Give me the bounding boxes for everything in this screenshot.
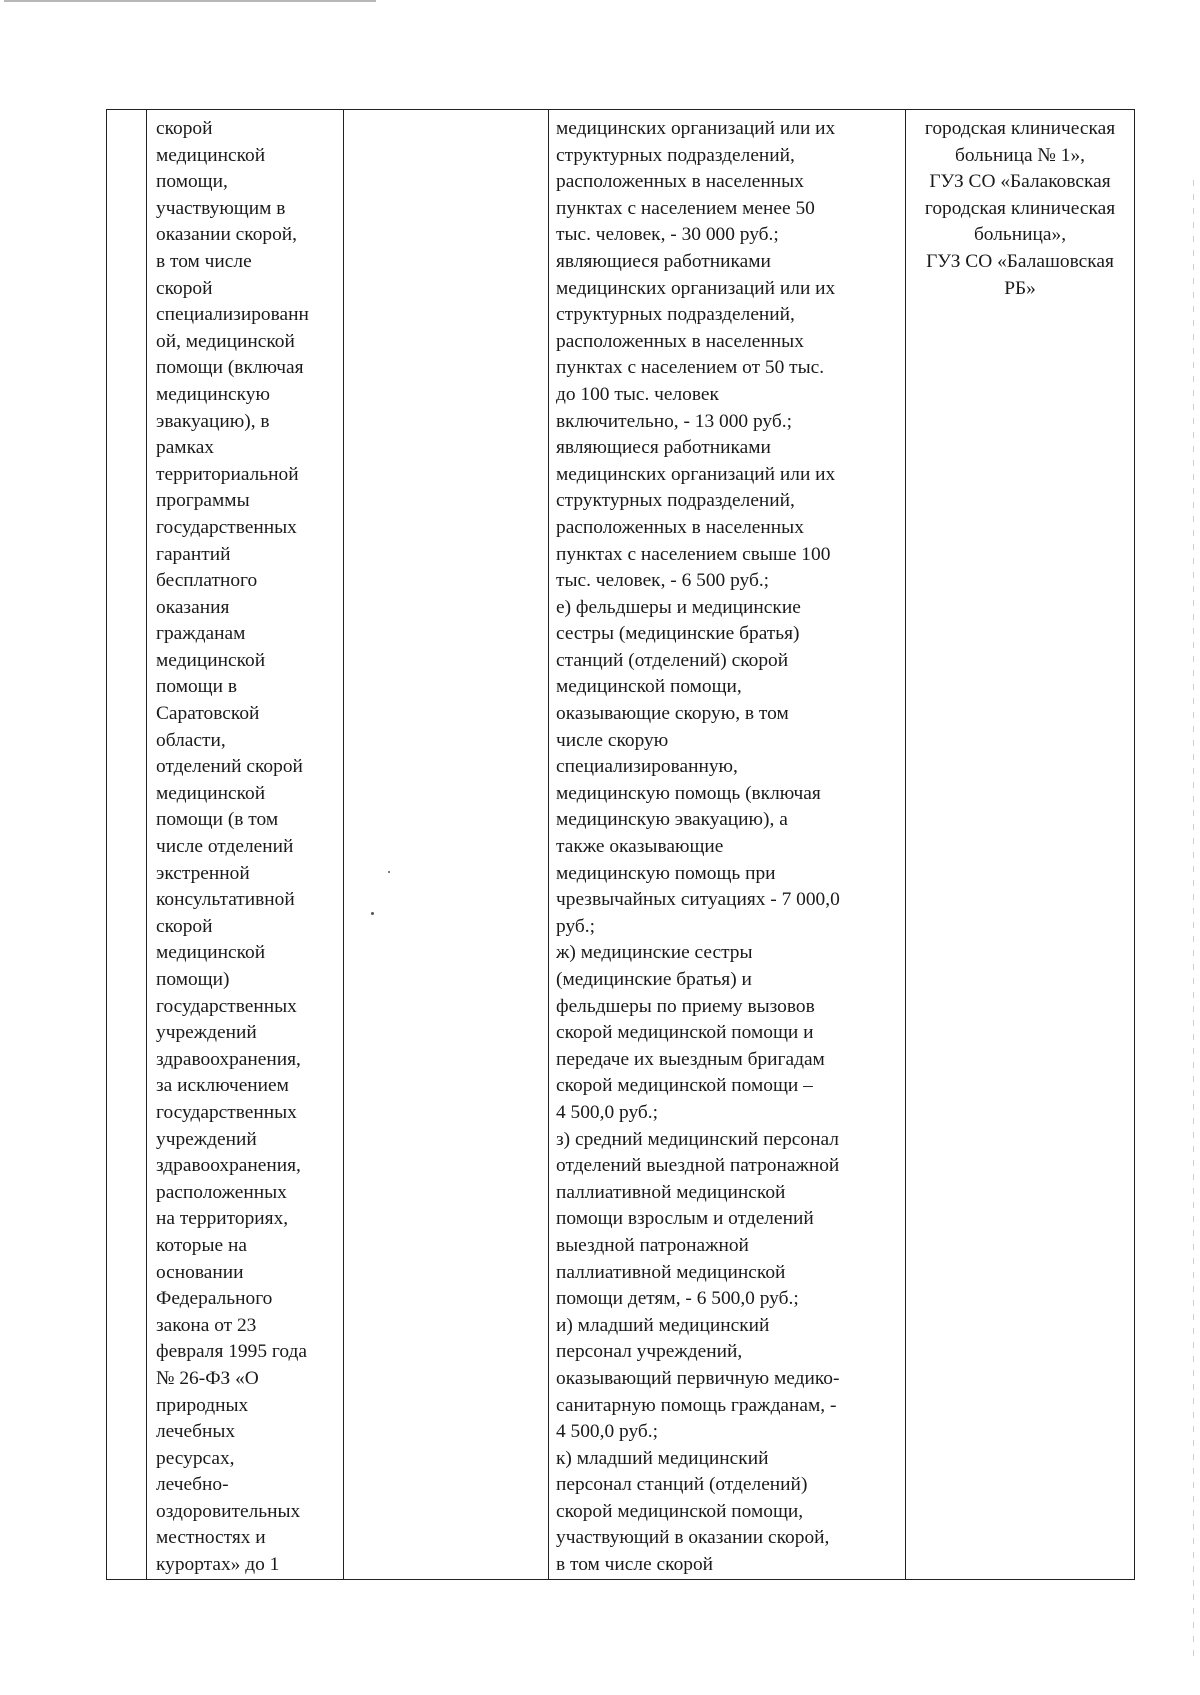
- organizations-cell: [906, 110, 1135, 1580]
- payments-table: [106, 109, 1135, 1580]
- payments-cell: [549, 110, 906, 1580]
- organizations-text: городская клиническая больница № 1», ГУЗ СО «Балаковская городская клиническая больница», ГУЗ СО «Балашовская РБ»: [924, 118, 1116, 299]
- row-number-cell: [107, 110, 147, 1580]
- scan-edge-mark-right: [1193, 180, 1194, 1660]
- scan-speck: [371, 912, 374, 915]
- payments-text: медицинских организаций или их структурных подразделений, расположенных в населенных пунктах с населением менее 50 тыс. человек, - 30 000 руб.; являющиеся работниками медицинских организаций или их структурных подразделений, расположенных в населенных пунктах с населением от 50 тыс. до 100 тыс. человек включительно, - 13 000 руб.; являющиеся работниками медицинских организаций или их структурных подразделений, расположенных в населенных пунктах с населением свыше 100 тыс. человек, - 6 500 руб.; е) фельдшеры и медицинские сестры (медицинские братья) станций (отделений) скорой медицинской помощи, оказывающие скорую, в том числе скорую специализированную, медицинскую помощь (включая медицинскую эвакуацию), а также оказывающие медицинскую помощь при чрезвычайных ситуациях - 7 000,0 руб.; ж) медицинские сестры (медицинские братья) и фельдшеры по приему вызовов скорой медицинской помощи и передаче их выездным бригадам скорой медицинской помощи – 4 500,0 руб.; з) средний медицинский персонал отделений выездной патронажной паллиативной медицинской помощи взрослым и отделений выездной патронажной паллиативной медицинской помощи детям, - 6 500,0 руб.; и) младший медицинский персонал учреждений, оказывающий первичную медико- санитарную помощь гражданам, - 4 500,0 руб.; к) младший медицинский персонал станций (отделений) скорой медицинской помощи, участвующий в оказании скорой, в том числе скорой: [556, 118, 840, 1576]
- scan-speck: [388, 871, 390, 873]
- scan-edge-mark: [4, 0, 376, 2]
- empty-cell: [344, 110, 549, 1580]
- category-text: скорой медицинской помощи, участвующим в оказании скорой, в том числе скорой специализированн ой, медицинской помощи (включая медицинскую эвакуацию), в рамках территориальной программы государственных гарантий бесплатного оказания гражданам медицинской помощи в Саратовской области, отделений скорой медицинской помощи (в том числе отделений экстренной консультативной скорой медицинской помощи) государственных учреждений здравоохранения, за исключением государственных учреждений здравоохранения, расположенных на территориях, которые на основании Федерального закона от 23 февраля 1995 года № 26-ФЗ «О природных лечебных ресурсах, лечебно- оздоровительных местностях и курортах» до 1: [156, 118, 309, 1576]
- table-row: [107, 110, 1135, 1580]
- category-cell: [147, 110, 344, 1580]
